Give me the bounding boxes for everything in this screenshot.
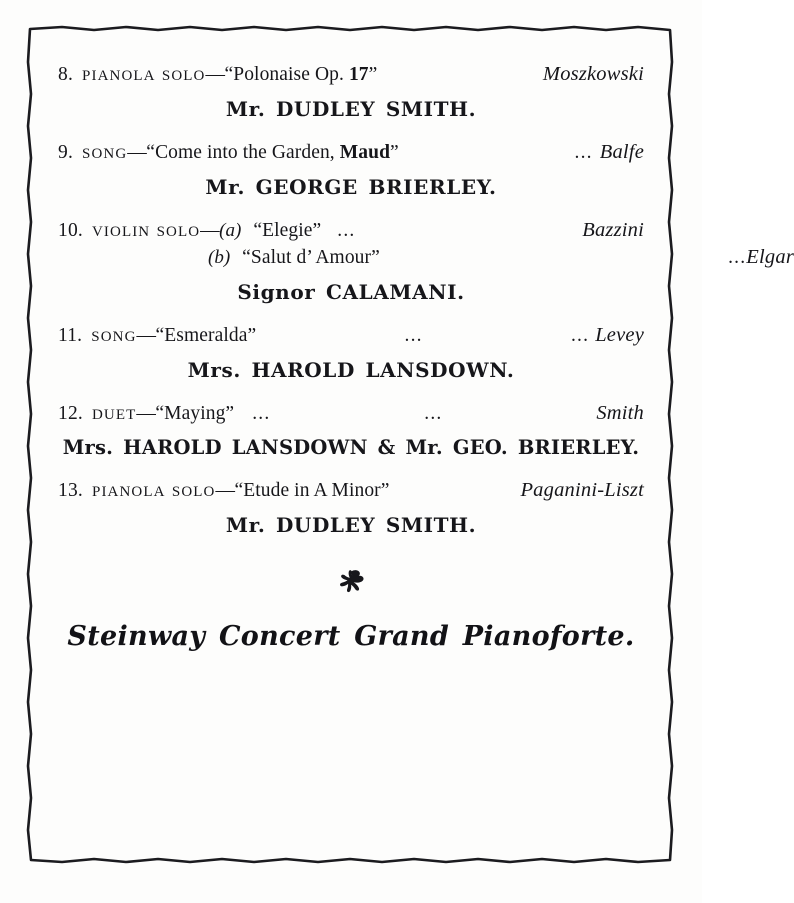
programme-item: [58, 476, 644, 537]
item-genre: song: [91, 321, 137, 346]
programme-item: [58, 216, 794, 304]
item-performer: Mrs. HAROLD LANSDOWN.: [187, 357, 515, 382]
item-performer: Mr. GEORGE BRIERLEY.: [205, 174, 497, 199]
item-subletter: (b): [208, 246, 231, 268]
item-subletter: (a): [219, 219, 242, 241]
item-number: 12.: [58, 402, 83, 424]
item-number: 9.: [58, 141, 74, 163]
leader-dots: ...: [404, 324, 423, 346]
item-dash: —: [136, 324, 156, 346]
leader-dots: ...: [574, 141, 593, 163]
leader-dots: ...: [570, 324, 590, 346]
item-dash: —: [136, 402, 156, 424]
programme-entry-line: [58, 476, 644, 504]
item-composer: Moszkowski: [542, 63, 644, 85]
item-genre: violin solo: [91, 216, 201, 241]
item-performer: Mr. DUDLEY SMITH.: [225, 96, 477, 121]
item-genre: pianola solo: [91, 476, 216, 501]
item-number: 10.: [58, 219, 83, 241]
item-composer: Bazzini: [582, 218, 644, 241]
leader-dots: ...: [337, 219, 356, 241]
leader-dots: ...: [424, 402, 443, 424]
item-title: “Esmeralda”: [155, 324, 257, 346]
programme-entry-line: [58, 399, 644, 427]
item-number: 11.: [58, 324, 83, 346]
item-title: “Salut d’ Amour”: [242, 246, 380, 268]
footer-piano-credit: Steinway Concert Grand Pianoforte.: [67, 620, 635, 652]
programme-item: [58, 138, 644, 199]
programme-entry-line: [58, 60, 644, 88]
programme-item: [58, 60, 644, 121]
programme-entry-line: [58, 321, 644, 349]
item-genre: song: [82, 138, 128, 163]
item-dash: —: [127, 141, 147, 163]
item-dash: —: [200, 219, 220, 241]
item-dash: —: [215, 479, 235, 501]
item-composer: Balfe: [599, 140, 644, 163]
programme-item: [58, 399, 644, 459]
item-dash: —: [205, 64, 225, 85]
item-title: “Elegie”: [253, 219, 322, 241]
item-composer: Levey: [595, 323, 644, 346]
item-performer: Mr. DUDLEY SMITH.: [225, 512, 477, 537]
item-title: “Maying”: [155, 402, 235, 424]
item-performer: Mrs. HAROLD LANSDOWN & Mr. GEO. BRIERLEY.: [62, 435, 640, 459]
programme-entry-line: [58, 138, 644, 166]
item-composer: Elgar: [746, 245, 794, 268]
programme-item: [58, 321, 644, 382]
item-number: 13.: [58, 479, 83, 501]
item-title: “Polonaise Op. 17”: [224, 64, 378, 85]
leaf-flourish-icon: [334, 569, 368, 597]
item-title: “Etude in A Minor”: [234, 479, 390, 501]
ornament-container: [58, 567, 644, 601]
item-number: 8.: [58, 64, 74, 85]
programme-entry-line: [58, 216, 644, 244]
item-genre: pianola solo: [82, 61, 206, 85]
item-composer: Paganini-Liszt: [520, 478, 644, 501]
item-performer: Signor CALAMANI.: [237, 279, 465, 304]
programme-list: [40, 40, 794, 850]
leader-dots: ...: [728, 246, 747, 268]
item-genre: duet: [91, 399, 137, 424]
leader-dots: ...: [252, 402, 271, 424]
item-composer: Smith: [596, 401, 645, 424]
programme-entry-line-sub: [58, 244, 794, 271]
item-title: “Come into the Garden, Maud”: [146, 141, 399, 163]
